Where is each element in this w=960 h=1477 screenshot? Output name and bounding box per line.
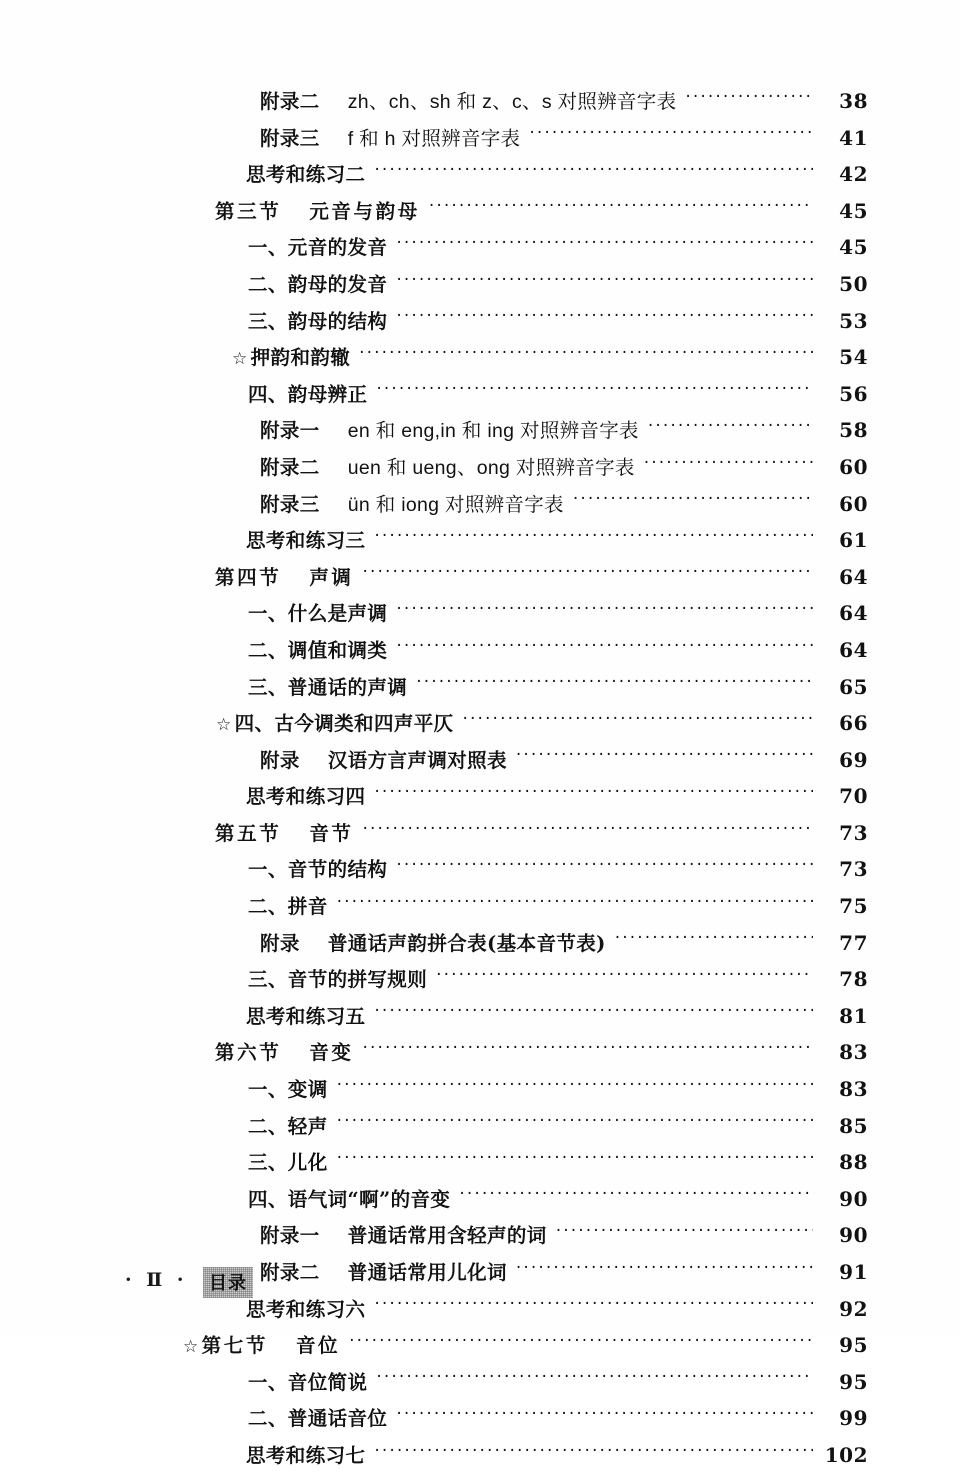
toc-entry-label [246, 525, 365, 553]
toc-entry-prefix: 附录一 [260, 1224, 320, 1248]
star-icon: ☆ [183, 1337, 202, 1358]
toc-entry-page-number: 56 [839, 381, 868, 406]
dot-leader [374, 784, 813, 804]
dot-leader [459, 1186, 813, 1206]
toc-entry-title: 一、音节的结构 [248, 858, 388, 882]
toc-entry[interactable] [0, 1147, 960, 1184]
toc-entry-page-number: 95 [839, 1333, 868, 1358]
dot-leader [573, 491, 813, 511]
toc-entry[interactable] [0, 1440, 960, 1477]
toc-entry-page-number: 65 [839, 674, 868, 699]
toc-entry-prefix: 第七节 [201, 1334, 268, 1358]
toc-entry-label [215, 562, 354, 590]
footer-section-tag: 目录 [203, 1267, 253, 1298]
toc-entry[interactable] [0, 1037, 960, 1074]
page-footer [0, 1267, 960, 1301]
toc-entry[interactable] [0, 781, 960, 818]
toc-entry-title: 三、普通话的声调 [248, 675, 408, 699]
star-icon: ☆ [216, 715, 235, 736]
toc-entry-title: 三、音节的拼写规则 [248, 968, 428, 992]
toc-entry[interactable] [0, 672, 960, 709]
toc-entry[interactable] [0, 1184, 960, 1221]
toc-entry-page-number: 70 [839, 784, 868, 809]
toc-entry-label [248, 1403, 387, 1431]
toc-entry-title: 一、音位简说 [248, 1370, 368, 1394]
toc-entry-page-number: 53 [839, 308, 868, 333]
toc-entry-page-number: 73 [839, 857, 868, 882]
toc-entry-prefix: 第六节 [215, 1041, 282, 1065]
toc-entry-title: 思考和练习二 [246, 163, 366, 187]
toc-entry-page-number: 54 [839, 345, 868, 370]
toc-entry[interactable] [0, 232, 960, 269]
toc-entry[interactable] [0, 1367, 960, 1404]
dot-leader [416, 674, 813, 694]
toc-entry-title: 三、韵母的结构 [248, 309, 388, 333]
toc-entry[interactable] [0, 964, 960, 1001]
toc-entry-prefix: 附录二 [260, 1261, 320, 1284]
toc-entry-title: 二、韵母的发音 [248, 272, 388, 296]
toc-entry-page-number: 83 [839, 1077, 868, 1102]
toc-entry-title: 四、古今调类和四声平仄 [234, 712, 454, 736]
toc-entry-title: 音节 [309, 821, 354, 845]
toc-entry-page-number: 41 [839, 125, 868, 150]
toc-entry-title: 思考和练习六 [246, 1297, 366, 1321]
toc-entry-label [232, 342, 350, 370]
toc-entry[interactable] [0, 1111, 960, 1148]
dot-leader [374, 1442, 813, 1462]
toc-entry-page-number: 75 [839, 894, 868, 919]
toc-entry-label [248, 891, 328, 919]
toc-entry-label [216, 708, 454, 736]
toc-entry-label [215, 196, 420, 224]
dot-leader [396, 1406, 813, 1426]
toc-entry-page-number: 42 [839, 162, 868, 187]
toc-entry-page-number: 81 [839, 1003, 868, 1028]
dot-leader [396, 637, 813, 657]
toc-entry-page-number: 88 [839, 1150, 868, 1175]
toc-entry-title: 四、韵母辨正 [248, 382, 368, 406]
toc-entry-page-number: 45 [839, 235, 868, 260]
toc-entry-title: 二、拼音 [248, 895, 328, 919]
toc-entry[interactable] [0, 489, 960, 526]
toc-entry-page-number: 83 [839, 1040, 868, 1065]
toc-entry[interactable] [0, 635, 960, 672]
dot-leader [363, 564, 813, 584]
toc-entry-page-number: 45 [839, 198, 868, 223]
toc-entry-label [260, 415, 639, 443]
toc-entry-page-number: 64 [839, 637, 868, 662]
toc-entry-label [260, 452, 635, 480]
dot-leader [436, 967, 813, 987]
toc-entry-label [260, 928, 606, 956]
toc-entry-page-number: 60 [839, 454, 868, 479]
toc-entry-page-number: 69 [839, 747, 868, 772]
dot-leader [396, 271, 813, 291]
toc-entry[interactable] [0, 123, 960, 160]
dot-leader [556, 1223, 813, 1243]
toc-entry-title: 四、语气词“啊”的音变 [248, 1187, 451, 1211]
toc-entry-title: 汉语方言声调对照表 [327, 748, 507, 772]
toc-entry[interactable] [0, 1403, 960, 1440]
dot-leader [374, 528, 813, 548]
toc-entry-title: zh、ch、sh 和 z、c、s 对照辨音字表 [347, 91, 677, 113]
toc-entry[interactable] [0, 452, 960, 489]
toc-entry[interactable] [0, 159, 960, 196]
toc-entry-label [248, 672, 407, 700]
dot-leader [396, 857, 813, 877]
dot-leader [516, 747, 813, 767]
toc-entry-label [246, 159, 365, 187]
dot-leader [363, 820, 813, 840]
toc-entry-page-number: 78 [839, 967, 868, 992]
toc-entry[interactable] [0, 1220, 960, 1257]
toc-entry-label [248, 269, 387, 297]
dot-leader [396, 601, 813, 621]
toc-entry-prefix: 附录三 [260, 126, 320, 150]
toc-entry[interactable] [0, 562, 960, 599]
toc-entry[interactable] [0, 379, 960, 416]
toc-entry-page-number: 95 [839, 1369, 868, 1394]
dot-leader [529, 125, 813, 145]
toc-entry-prefix: 附录 [260, 931, 300, 955]
toc-entry[interactable] [0, 928, 960, 965]
toc-entry-title: en 和 eng,in 和 ing 对照辨音字表 [347, 420, 639, 443]
toc-entry-page-number: 77 [839, 930, 868, 955]
toc-entry-label [248, 1184, 450, 1212]
dot-leader [429, 198, 813, 218]
toc-entry-prefix: 第五节 [215, 821, 282, 845]
toc-entry-label [248, 598, 387, 626]
toc-entry[interactable] [0, 1330, 960, 1367]
toc-entry-page-number: 90 [839, 1186, 868, 1211]
toc-entry-label [248, 232, 387, 260]
dot-leader [374, 1003, 813, 1023]
toc-entry-label [248, 1074, 328, 1102]
toc-entry-page-number: 73 [839, 820, 868, 845]
dot-leader [374, 162, 813, 182]
toc-entry[interactable] [0, 745, 960, 782]
toc-entry-title: 押韵和韵辙 [250, 346, 351, 370]
toc-entry[interactable] [0, 306, 960, 343]
folio-number: · Ⅱ · [125, 1269, 188, 1291]
toc-entry-label [215, 1037, 354, 1065]
toc-entry-page-number: 58 [839, 418, 868, 443]
toc-entry-title: 一、元音的发音 [248, 236, 388, 260]
toc-entry[interactable] [0, 1074, 960, 1111]
dot-leader [396, 308, 813, 328]
toc-entry-prefix: 第三节 [215, 199, 282, 223]
toc-entry-title: 思考和练习三 [246, 529, 366, 553]
toc-entry-label [246, 1440, 365, 1468]
toc-entry-label [183, 1330, 340, 1358]
toc-entry-page-number: 64 [839, 601, 868, 626]
dot-leader [396, 235, 813, 255]
toc-entry[interactable] [0, 854, 960, 891]
toc-entry-title: 音变 [309, 1041, 354, 1065]
toc-entry-label [260, 745, 507, 773]
toc-entry-prefix: 附录二 [260, 455, 320, 479]
toc-entry-label [260, 489, 564, 517]
toc-entry-title: 二、轻声 [248, 1114, 328, 1138]
toc-entry-prefix: 附录二 [260, 90, 320, 113]
toc-entry-label [248, 1111, 328, 1139]
dot-leader [615, 930, 813, 950]
toc-entry-title: f 和 h 对照辨音字表 [347, 127, 521, 150]
dot-leader [363, 1040, 813, 1060]
toc-entry-page-number: 85 [839, 1113, 868, 1138]
toc-entry-page-number: 91 [839, 1260, 868, 1284]
toc-entry-title: 普通话常用含轻声的词 [347, 1224, 547, 1248]
toc-entry-page-number: 60 [839, 491, 868, 516]
toc-entry-prefix: 附录一 [260, 419, 320, 443]
dot-leader [376, 1369, 813, 1389]
toc-entry-title: 声调 [309, 565, 354, 589]
toc-entry[interactable] [0, 269, 960, 306]
toc-entry-page-number: 99 [839, 1406, 868, 1431]
dot-leader [463, 711, 813, 731]
toc-entry-title: 一、什么是声调 [248, 602, 388, 626]
toc-entry-title: 三、儿化 [248, 1151, 328, 1175]
toc-entry-label [248, 1367, 367, 1395]
toc-entry-prefix: 附录 [260, 748, 300, 772]
star-icon: ☆ [232, 349, 251, 370]
toc-entry-label [215, 818, 354, 846]
toc-entry-title: 二、普通话音位 [248, 1407, 388, 1431]
toc-entry-label [260, 123, 520, 151]
dot-leader [337, 1113, 813, 1133]
toc-entry-title: ün 和 iong 对照辨音字表 [347, 493, 564, 516]
toc-entry-title: 思考和练习七 [246, 1443, 366, 1467]
dot-leader [349, 1333, 813, 1353]
toc-entry-label [248, 379, 367, 407]
toc-entry-label [248, 306, 387, 334]
toc-entry-page-number: 38 [839, 89, 868, 113]
toc-entry-page-number: 64 [839, 564, 868, 589]
dot-leader [337, 1077, 813, 1097]
toc-entry-label [248, 1147, 328, 1175]
toc-entry[interactable] [0, 1001, 960, 1038]
toc-entry-label [248, 854, 387, 882]
toc-entry-page-number: 102 [824, 1442, 868, 1467]
toc-entry[interactable] [0, 196, 960, 233]
toc-entry[interactable] [0, 86, 960, 123]
toc-entry-title: 二、调值和调类 [248, 638, 388, 662]
toc-entry-title: 思考和练习五 [246, 1004, 366, 1028]
dot-leader [337, 894, 813, 914]
dot-leader [337, 1150, 813, 1170]
toc-entry-title: 元音与韵母 [309, 199, 420, 223]
toc-entry-title: 普通话声韵拼合表(基本音节表) [327, 931, 606, 955]
toc-entry-page-number: 66 [839, 711, 868, 736]
toc-entry-label [248, 964, 427, 992]
dot-leader [685, 89, 813, 109]
toc-entry[interactable] [0, 525, 960, 562]
toc-entry-title: uen 和 ueng、ong 对照辨音字表 [347, 456, 635, 479]
dot-leader [376, 381, 813, 401]
toc-entry-page-number: 61 [839, 528, 868, 553]
toc-entry-title: 思考和练习四 [246, 785, 366, 809]
toc-entry[interactable] [0, 708, 960, 745]
toc-entry-label [248, 635, 387, 663]
toc-entry-page-number: 50 [839, 271, 868, 296]
toc-entry[interactable] [0, 598, 960, 635]
toc-entry-label [260, 86, 676, 114]
toc-entry-label [246, 1001, 365, 1029]
dot-leader [644, 454, 813, 474]
toc-entry[interactable] [0, 415, 960, 452]
toc-entry-prefix: 第四节 [215, 565, 282, 589]
toc-entry-title: 音位 [295, 1334, 341, 1358]
toc-entry-page-number: 90 [839, 1223, 868, 1248]
toc-entry-title: 一、变调 [248, 1078, 328, 1102]
toc-entry-label [246, 781, 365, 809]
toc-entry[interactable] [0, 342, 960, 379]
dot-leader [359, 345, 813, 365]
toc-entry-label [260, 1220, 547, 1248]
toc-entry-prefix: 附录三 [260, 492, 320, 516]
toc-entry-page-number: 92 [839, 1296, 868, 1321]
dot-leader [648, 418, 813, 438]
toc-entry[interactable] [0, 891, 960, 928]
toc-entry-title: 普通话常用儿化词 [347, 1261, 507, 1284]
toc-entry[interactable] [0, 818, 960, 855]
